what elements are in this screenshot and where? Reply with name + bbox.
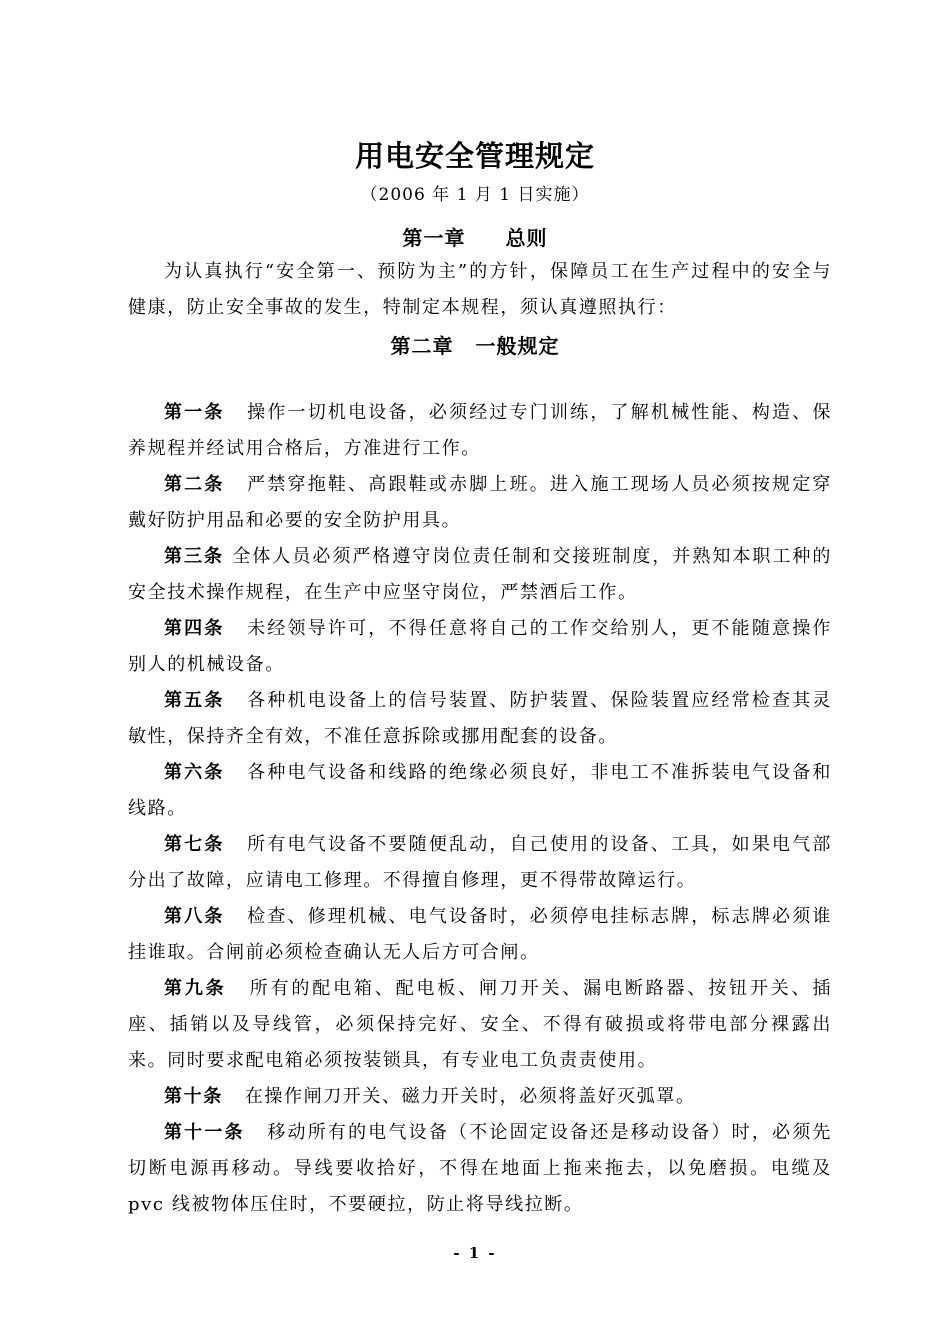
article-text: 严禁穿拖鞋、高跟鞋或赤脚上班。进入施工现场人员必须按规定穿戴好防护用品和必要的安全防护用具。 bbox=[128, 474, 832, 531]
chapter-1-heading bbox=[0, 222, 950, 251]
article-label: 第二条 bbox=[164, 474, 225, 495]
article-text: 操作一切机电设备，必须经过专门训练，了解机械性能、构造、保养规程并经试用合格后，方准进行工作。 bbox=[128, 402, 832, 459]
article-text: 未经领导许可，不得任意将自己的工作交给别人，更不能随意操作别人的机械设备。 bbox=[128, 618, 832, 675]
article-text: 全体人员必须严格遵守岗位责任制和交接班制度，并熟知本职工种的安全技术操作规程，在生产中应坚守岗位，严禁酒后工作。 bbox=[128, 546, 832, 603]
article-1 bbox=[128, 395, 832, 467]
article-8 bbox=[128, 899, 832, 971]
article-2 bbox=[128, 467, 832, 539]
article-text: 各种机电设备上的信号装置、防护装置、保险装置应经常检查其灵敏性，保持齐全有效，不准任意拆除或挪用配套的设备。 bbox=[128, 690, 832, 747]
article-11 bbox=[128, 1115, 832, 1223]
article-label: 第四条 bbox=[164, 618, 225, 639]
article-10 bbox=[128, 1079, 832, 1115]
article-label: 第九条 bbox=[164, 978, 227, 999]
article-label: 第六条 bbox=[164, 762, 225, 783]
article-5 bbox=[128, 683, 832, 755]
document-subtitle: （2006 年 1 月 1 日实施） bbox=[360, 185, 590, 205]
article-label: 第一条 bbox=[164, 402, 225, 423]
page-number: - 1 - bbox=[453, 1244, 497, 1262]
document-title: 用电安全管理规定 bbox=[354, 139, 595, 173]
article-label: 第七条 bbox=[164, 834, 225, 855]
chapter-number: 第一章 bbox=[402, 226, 466, 250]
article-text: 检查、修理机械、电气设备时，必须停电挂标志牌，标志牌必须谁挂谁取。合闸前必须检查确认无人后方可合闸。 bbox=[128, 906, 832, 963]
preamble-block bbox=[128, 254, 832, 326]
article-text: 移动所有的电气设备（不论固定设备还是移动设备）时，必须先切断电源再移动。导线要收拾好，不得在地面上拖来拖去，以免磨损。电缆及 pvc 线被物体压住时，不要硬拉，防止将导线拉断。 bbox=[128, 1122, 832, 1215]
article-7 bbox=[128, 827, 832, 899]
preamble-paragraph: 为认真执行“安全第一、预防为主”的方针，保障员工在生产过程中的安全与健康，防止安全事故的发生，特制定本规程，须认真遵照执行： bbox=[128, 261, 832, 318]
chapter-number: 第二章 bbox=[390, 334, 454, 358]
chapter-name: 一般规定 bbox=[475, 334, 560, 358]
article-9 bbox=[128, 971, 832, 1079]
article-text: 所有的配电箱、配电板、闸刀开关、漏电断路器、按钮开关、插座、插销以及导线管，必须保持完好、安全、不得有破损或将带电部分裸露出来。同时要求配电箱必须按装锁具，有专业电工负责责使用。 bbox=[128, 978, 832, 1071]
article-text: 在操作闸刀开关、磁力开关时，必须将盖好灭弧罩。 bbox=[244, 1086, 696, 1107]
chapter-name: 总则 bbox=[505, 226, 548, 250]
article-label: 第五条 bbox=[164, 690, 225, 711]
article-label: 第十一条 bbox=[164, 1122, 245, 1143]
article-text: 所有电气设备不要随便乱动，自己使用的设备、工具，如果电气部分出了故障，应请电工修理。不得擅自修理，更不得带故障运行。 bbox=[128, 834, 832, 891]
article-text: 各种电气设备和线路的绝缘必须良好，非电工不准拆装电气设备和线路。 bbox=[128, 762, 832, 819]
article-label: 第三条 bbox=[164, 546, 224, 567]
article-label: 第十条 bbox=[164, 1086, 223, 1107]
chapter-2-heading bbox=[0, 330, 950, 359]
articles-block bbox=[128, 395, 832, 1223]
article-3 bbox=[128, 539, 832, 611]
article-4 bbox=[128, 611, 832, 683]
article-6 bbox=[128, 755, 832, 827]
article-label: 第八条 bbox=[164, 906, 225, 927]
